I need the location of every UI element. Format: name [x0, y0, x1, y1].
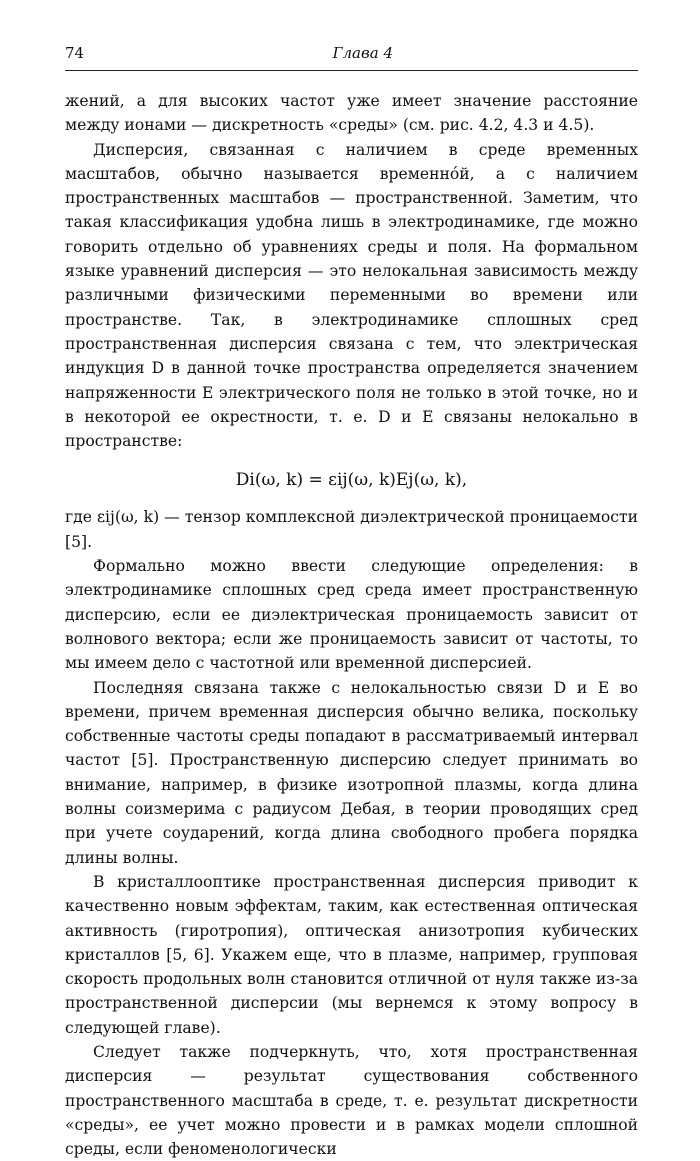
paragraph-3: где εij(ω, k) — тензор комплексной диэлектрической проницаемости [5].: [65, 508, 638, 551]
paragraph-6: В кристаллооптике пространственная дисперсия приводит к качественно новым эффектам, таким, как естественная оптическая активность (гиротропия), оптическая анизотропия кубических кристаллов [5, 6]. Укажем еще, что в плазме, например, групповая скорость продольных волн становится отличной от нуля также из-за пространственной дисперсии (мы вернемся к этому вопросу в следующей главе).: [65, 872, 638, 1037]
paragraph-5: Последняя связана также с нелокальностью связи D и E во времени, причем временная дисперсия обычно велика, поскольку собственные частоты среды попадают в рассматриваемый интервал частот [5]. Пространственную дисперсию следует принимать во внимание, например, в физике изотропной плазмы, когда длина волны соизмерима с радиусом Дебая, в теории проводящих сред при учете соударений, когда длина свободного пробега порядка длины волны.: [65, 678, 638, 867]
page-number: 74: [65, 44, 85, 62]
chapter-title: Глава 4: [332, 44, 393, 62]
running-head: [65, 44, 638, 71]
body-text: [65, 89, 638, 1161]
paragraph-1: жений, а для высоких частот уже имеет значение расстояние между ионами — дискретность «среды» (см. рис. 4.2, 4.3 и 4.5).: [65, 92, 638, 135]
paragraph-2: Дисперсия, связанная с наличием в среде временных масштабов, обычно называется временно́й, а с наличием пространственных масштабов — пространственной. Заметим, что такая классификация удобна лишь в электродинамике, где можно говорить отдельно об уравнениях среды и поля. На формальном языке уравнений дисперсия — это нелокальная зависимость между различными физическими переменными во времени или пространстве. Так, в электродинамике сплошных сред пространственная дисперсия связана с тем, что электрическая индукция D в данной точке пространства определяется значением напряженности E электрического поля не только в этой точке, но и в некоторой ее окрестности, т. е. D и E связаны нелокально в пространстве:: [65, 140, 638, 451]
paragraph-4: Формально можно ввести следующие определения: в электродинамике сплошных сред среда имеет пространственную дисперсию, если ее диэлектрическая проницаемость зависит от волнового вектора; если же проницаемость зависит от частоты, то мы имеем дело с частотной или временной дисперсией.: [65, 557, 638, 673]
paragraph-7: Следует также подчеркнуть, что, хотя пространственная дисперсия — результат существования собственного пространственного масштаба в среде, т. е. результат дискретности «среды», ее учет можно провести и в рамках модели сплошной среды, если феноменологически: [65, 1042, 638, 1159]
formula: Di(ω, k) = εij(ω, k)Ej(ω, k),: [235, 470, 468, 491]
